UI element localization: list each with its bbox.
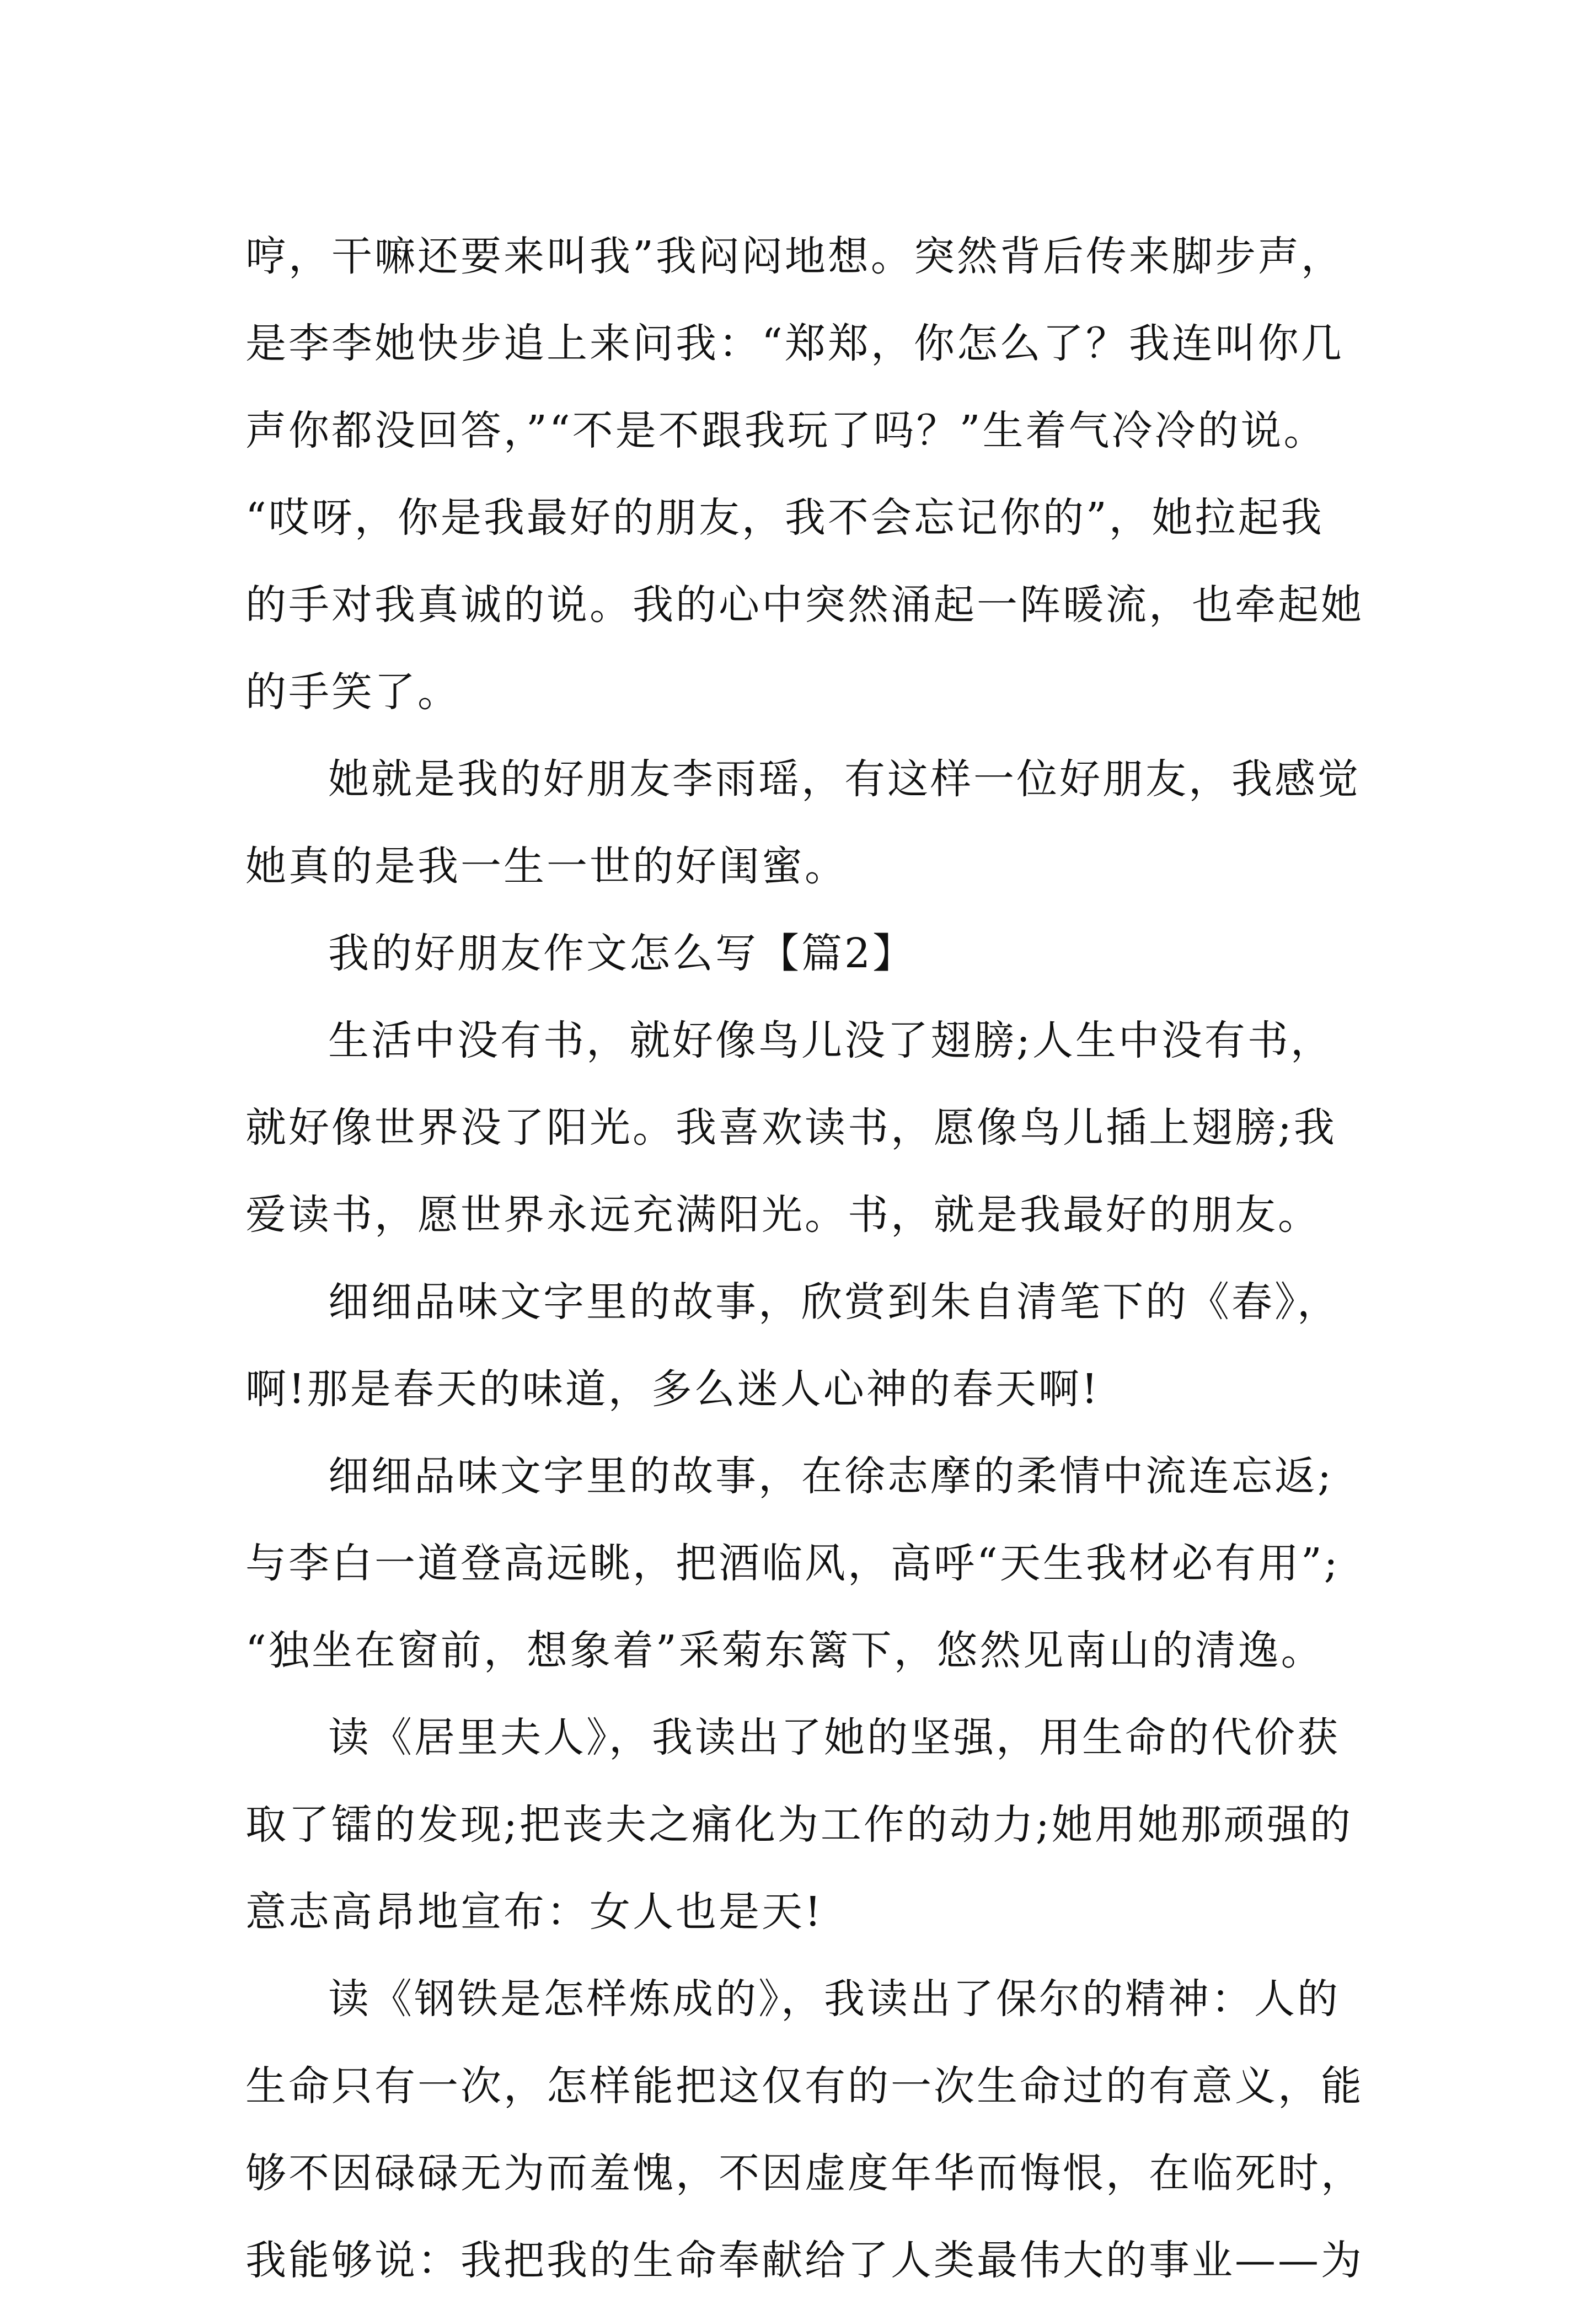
text-line: “独坐在窗前，想象着”采菊东篱下，悠然见南山的清逸。 (245, 1627, 1324, 1674)
text-line: “哎呀，你是我最好的朋友，我不会忘记你的”，她拉起我 (245, 494, 1324, 542)
paragraph-start-line: 读《居里夫人》，我读出了她的坚强，用生命的代价获 (328, 1714, 1340, 1761)
text-line: 爱读书，愿世界永远充满阳光。书，就是我最好的朋友。 (245, 1191, 1321, 1239)
text-line: 我能够说：我把我的生命奉献给了人类最伟大的事业——为 (245, 2237, 1364, 2284)
text-line: 哼，干嘛还要来叫我”我闷闷地想。突然背后传来脚步声， (245, 233, 1344, 280)
text-line: 够不因碌碌无为而羞愧，不因虚度年华而悔恨，在临死时， (245, 2150, 1364, 2197)
text-line: 取了镭的发现;把丧夫之痛化为工作的动力;她用她那顽强的 (245, 1801, 1353, 1848)
text-line: 的手笑了。 (245, 668, 460, 716)
text-line: 生命只有一次，怎样能把这仅有的一次生命过的有意义，能 (245, 2062, 1364, 2110)
text-line: 与李白一道登高远眺，把酒临风，高呼“天生我材必有用”; (245, 1540, 1340, 1587)
paragraph-start-line: 生活中没有书，就好像鸟儿没了翅膀;人生中没有书， (328, 1017, 1333, 1064)
essay-body (245, 213, 1370, 2304)
paragraph-start-line: 她就是我的好朋友李雨瑶，有这样一位好朋友，我感觉 (328, 756, 1361, 803)
text-line: 就好像世界没了阳光。我喜欢读书，愿像鸟儿插上翅膀;我 (245, 1104, 1337, 1151)
text-line: 啊!那是春天的味道，多么迷人心神的春天啊! (245, 1365, 1100, 1413)
section-heading: 我的好朋友作文怎么写【篇2】 (328, 930, 916, 977)
text-line: 是李李她快步追上来问我：“郑郑，你怎么了？我连叫你几 (245, 320, 1344, 367)
text-line: 意志高昂地宣布：女人也是天! (245, 1888, 823, 1936)
paragraph-start-line: 细细品味文字里的故事，在徐志摩的柔情中流连忘返; (328, 1453, 1333, 1500)
paragraph-start-line: 读《钢铁是怎样炼成的》，我读出了保尔的精神：人的 (328, 1975, 1340, 2023)
text-line: 她真的是我一生一世的好闺蜜。 (245, 843, 848, 890)
text-line: 的手对我真诚的说。我的心中突然涌起一阵暖流，也牵起她 (245, 581, 1364, 629)
text-line: 声你都没回答，”“不是不跟我玩了吗？”生着气冷冷的说。 (245, 407, 1327, 454)
paragraph-start-line: 细细品味文字里的故事，欣赏到朱自清笔下的《春》， (328, 1278, 1340, 1326)
